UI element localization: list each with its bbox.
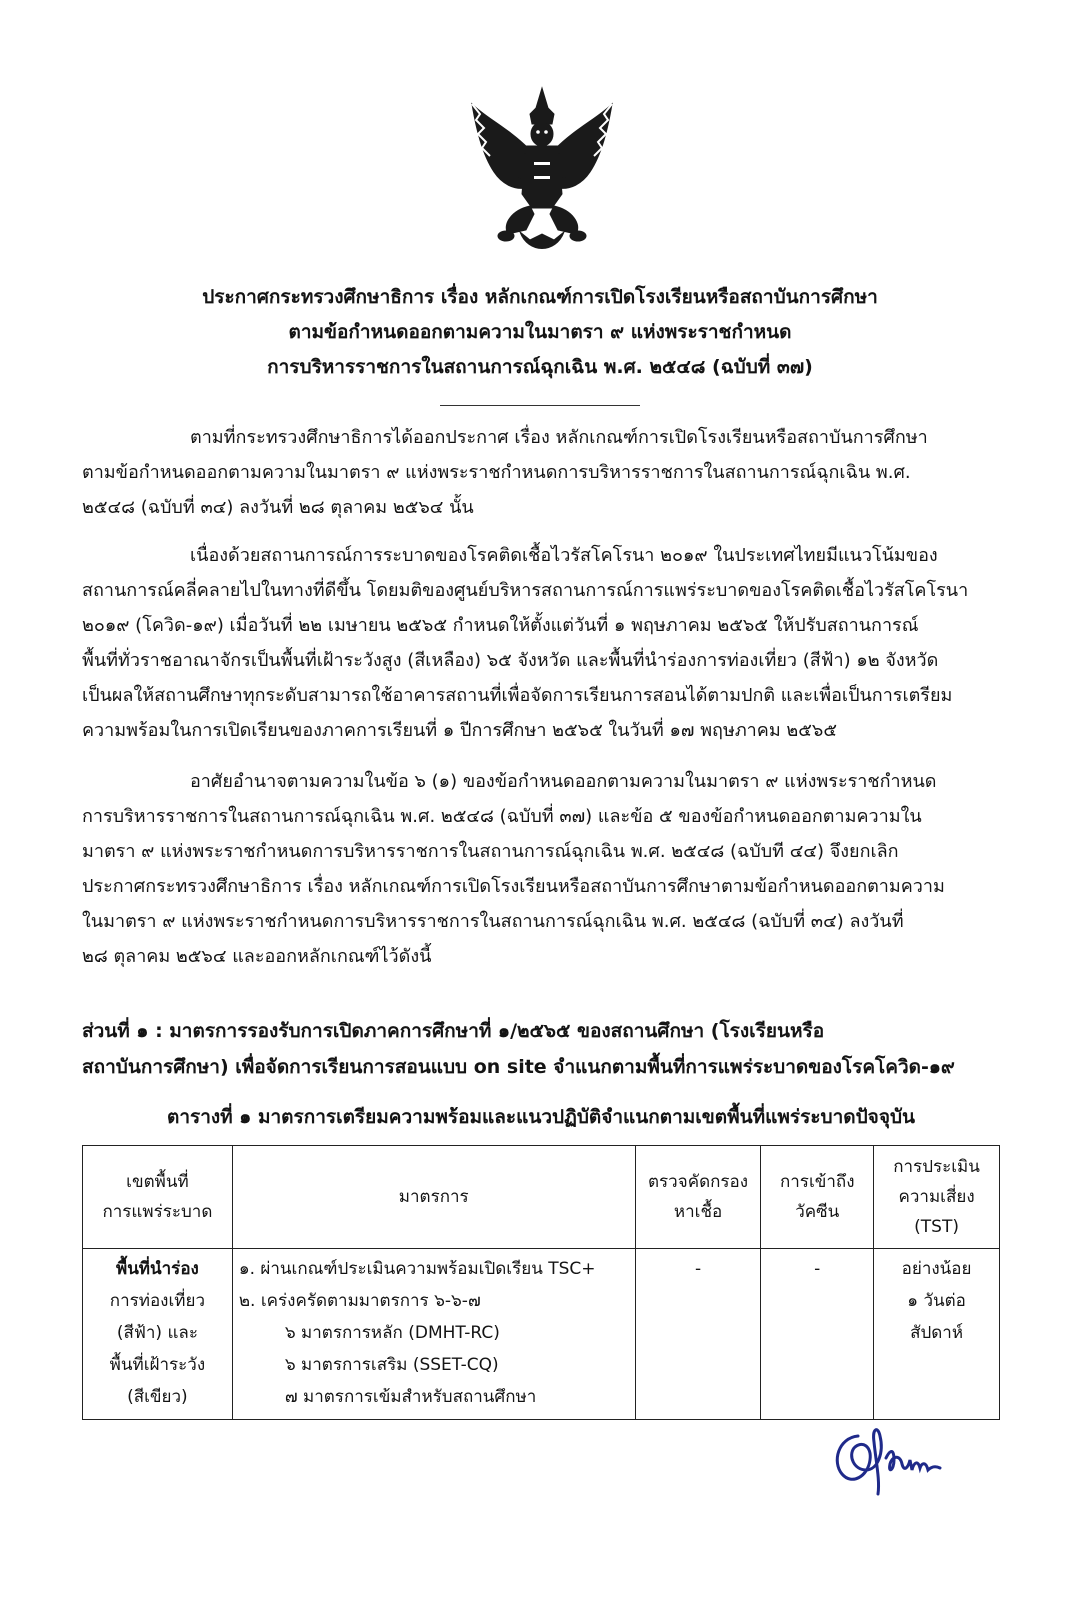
paragraph-line: ประกาศกระทรวงศึกษาธิการ เรื่อง หลักเกณฑ์การเปิดโรงเรียนหรือสถาบันการศึกษาตามข้อกำหนดออกตามความ (82, 876, 945, 897)
header-screening: ตรวจคัดกรอง หาเชื้อ (635, 1146, 761, 1249)
title-divider (440, 405, 640, 406)
measures-table (82, 1145, 1000, 1420)
paragraph-line: การบริหารราชการในสถานการณ์ฉุกเฉิน พ.ศ. ๒๕๔๘ (ฉบับที่ ๓๗) และข้อ ๕ ของข้อกำหนดออกตามความใน (82, 806, 922, 827)
table-caption: ตารางที่ ๑ มาตรการเตรียมความพร้อมและแนวปฏิบัติจำแนกตามเขตพื้นที่แพร่ระบาดปัจจุบัน (167, 1106, 915, 1128)
paragraph-line: ๒๘ ตุลาคม ๒๕๖๔ และออกหลักเกณฑ์ไว้ดังนี้ (82, 946, 432, 967)
header-risk: การประเมิน ความเสี่ยง (TST) (874, 1146, 1000, 1249)
cell-risk: อย่างน้อย ๑ วันต่อ สัปดาห์ (874, 1249, 1000, 1420)
measure-item: ๒. เคร่งครัดตามมาตรการ ๖-๖-๗ (238, 1291, 481, 1311)
paragraph-1 (82, 420, 1000, 525)
handwritten-signature-icon (828, 1418, 944, 1500)
paragraph-line: ความพร้อมในการเปิดเรียนของภาคการเรียนที่ ๑ ปีการศึกษา ๒๕๖๕ ในวันที่ ๑๗ พฤษภาคม ๒๕๖๕ (82, 720, 837, 741)
title-line: ประกาศกระทรวงศึกษาธิการ เรื่อง หลักเกณฑ์การเปิดโรงเรียนหรือสถาบันการศึกษา (202, 286, 878, 308)
section-line: ส่วนที่ ๑ : มาตรการรองรับการเปิดภาคการศึกษาที่ ๑/๒๕๖๕ ของสถานศึกษา (โรงเรียนหรือ (82, 1020, 825, 1042)
paragraph-line: ตามข้อกำหนดออกตามความในมาตรา ๙ แห่งพระราชกำหนดการบริหารราชการในสถานการณ์ฉุกเฉิน พ.ศ. (82, 462, 911, 483)
sub-measure-item: ๖ มาตรการเสริม (SSET-CQ) (284, 1355, 499, 1375)
paragraph-line: มาตรา ๙ แห่งพระราชกำหนดการบริหารราชการในสถานการณ์ฉุกเฉิน พ.ศ. ๒๕๔๘ (ฉบับที ๔๔) จึงยกเลิก (82, 841, 899, 862)
paragraph-line: เนื่องด้วยสถานการณ์การระบาดของโรคติดเชื้อไวรัสโคโรนา ๒๐๑๙ ในประเทศไทยมีแนวโน้มของ (190, 545, 938, 566)
header-measures: มาตรการ (232, 1146, 635, 1249)
table-row (83, 1249, 1000, 1420)
paragraph-line: ๒๐๑๙ (โควิด-๑๙) เมื่อวันที่ ๒๒ เมษายน ๒๕๖๕ กำหนดให้ตั้งแต่วันที่ ๑ พฤษภาคม ๒๕๖๕ ให้ปรับสถานการณ์ (82, 615, 919, 636)
paragraph-line: พื้นที่ทั่วราชอาณาจักรเป็นพื้นที่เฝ้าระวังสูง (สีเหลือง) ๖๕ จังหวัด และพื้นที่นำร่องการท่องเที่ยว (สีฟ้า) ๑๒ จังหวัด (82, 650, 939, 671)
cell-vaccine: - (761, 1249, 874, 1420)
header-zone: เขตพื้นที่ การแพร่ระบาด (83, 1146, 233, 1249)
paragraph-2 (82, 538, 1000, 748)
sub-measure-item: ๖ มาตรการหลัก (DMHT-RC) (284, 1323, 500, 1343)
paragraph-line: อาศัยอำนาจตามความในข้อ ๖ (๑) ของข้อกำหนดออกตามความในมาตรา ๙ แห่งพระราชกำหนด (190, 771, 937, 792)
sub-measure-item: ๗ มาตรการเข้มสำหรับสถานศึกษา (284, 1387, 537, 1407)
garuda-emblem-icon (468, 84, 616, 256)
paragraph-line: ในมาตรา ๙ แห่งพระราชกำหนดการบริหารราชการในสถานการณ์ฉุกเฉิน พ.ศ. ๒๕๔๘ (ฉบับที่ ๓๔) ลงวันที่ (82, 911, 904, 932)
table-header-row (83, 1146, 1000, 1249)
cell-screening: - (635, 1249, 761, 1420)
paragraph-3 (82, 764, 1000, 974)
title-line: การบริหารราชการในสถานการณ์ฉุกเฉิน พ.ศ. ๒๕๔๘ (ฉบับที่ ๓๗) (267, 356, 813, 378)
paragraph-line: ๒๕๔๘ (ฉบับที่ ๓๔) ลงวันที่ ๒๘ ตุลาคม ๒๕๖๔ นั้น (82, 497, 474, 518)
paragraph-line: ตามที่กระทรวงศึกษาธิการได้ออกประกาศ เรื่อง หลักเกณฑ์การเปิดโรงเรียนหรือสถาบันการศึกษา (190, 427, 928, 448)
measure-item: ๑. ผ่านเกณฑ์ประเมินความพร้อมเปิดเรียน TSC+ (238, 1259, 596, 1279)
title-line: ตามข้อกำหนดออกตามความในมาตรา ๙ แห่งพระราชกำหนด (288, 321, 792, 343)
header-vaccine: การเข้าถึง วัคซีน (761, 1146, 874, 1249)
paragraph-line: สถานการณ์คลี่คลายไปในทางที่ดีขึ้น โดยมติของศูนย์บริหารสถานการณ์การแพร่ระบาดของโรคติดเชื้อไวรัสโคโรนา (82, 580, 969, 601)
cell-measures (232, 1249, 635, 1420)
cell-zone: พื้นที่นำร่อง การท่องเที่ยว (สีฟ้า) และ พื้นที่เฝ้าระวัง (สีเขียว) (83, 1249, 233, 1420)
section-1-heading (82, 1013, 1000, 1085)
announcement-title (100, 280, 980, 385)
paragraph-line: เป็นผลให้สถานศึกษาทุกระดับสามารถใช้อาคารสถานที่เพื่อจัดการเรียนการสอนได้ตามปกติ และเพื่อเป็นการเตรียม (82, 685, 953, 706)
section-line: สถาบันการศึกษา) เพื่อจัดการเรียนการสอนแบบ on site จำแนกตามพื้นที่การแพร่ระบาดของโรคโควิด-๑๙ (82, 1056, 955, 1078)
